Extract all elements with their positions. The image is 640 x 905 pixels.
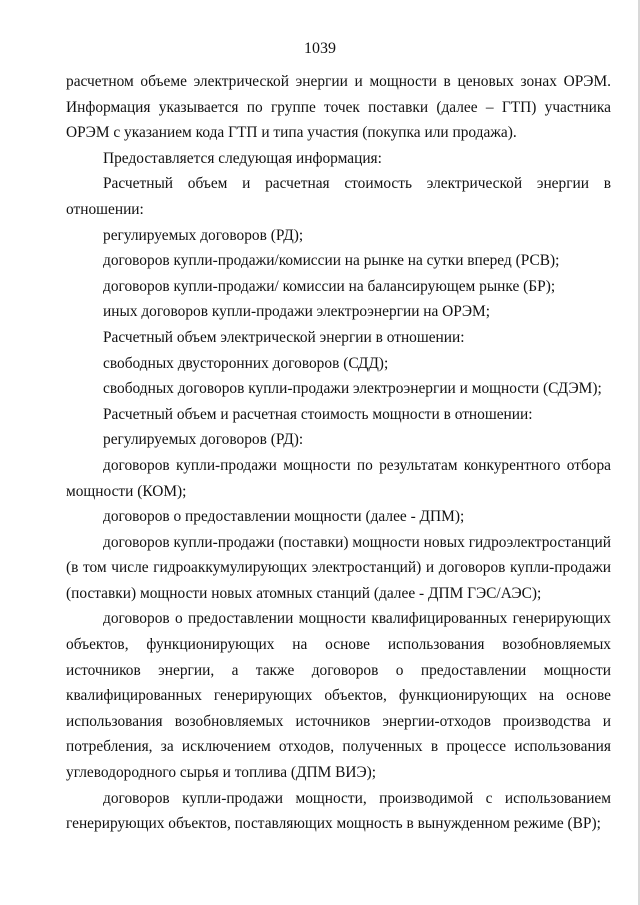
list-item: договоров о предоставлении мощности квалифицированных генерирующих объектов, функционирующих на основе использования возобновляемых источников энергии, а также договоров о предоставлении мощности квалифицированных генерирующих объектов, функционирующих на основе использования возобновляемых источников энергии-отходов производства и потребления, за исключением отходов, полученных в процессе использования углеводородного сырья и топлива (ДПМ ВИЭ); [66,610,611,782]
list-item: договоров купли-продажи/ комиссии на балансирующем рынке (БР); [103,277,556,295]
paragraph: расчетном объеме электрической энергии и мощности в ценовых зонах ОРЭМ. Информация указывается по группе точек поставки (далее – ГТП) участника ОРЭМ с указанием кода ГТП и типа участия (покупка или продажа). [66,73,611,142]
paragraph: Расчетный объем электрической энергии в отношении: [103,328,465,346]
list-item: договоров купли-продажи/комиссии на рынке на сутки вперед (РСВ); [103,252,560,270]
list-item: регулируемых договоров (РД); [103,226,304,244]
paragraph: Расчетный объем и расчетная стоимость электрической энергии в отношении: [66,175,611,218]
list-item: иных договоров купли-продажи электроэнергии на ОРЭМ; [103,303,490,321]
document-body [66,69,611,837]
paragraph: Предоставляется следующая информация: [103,149,382,167]
list-item: регулируемых договоров (РД): [103,431,304,449]
list-item: договоров купли-продажи (поставки) мощности новых гидроэлектростанций (в том числе гидроаккумулирующих электростанций) и договоров купли-продажи (поставки) мощности новых атомных станций (далее - ДПМ ГЭС/АЭС); [66,533,611,602]
list-item: свободных двусторонних договоров (СДД); [103,354,389,372]
paragraph: Расчетный объем и расчетная стоимость мощности в отношении: [103,405,533,423]
list-item: договоров купли-продажи мощности, производимой с использованием генерирующих объектов, поставляющих мощность в вынужденном режиме (ВР); [66,789,611,833]
page-number: 1039 [304,40,336,57]
list-item: свободных договоров купли-продажи электроэнергии и мощности (СДЭМ); [103,380,602,398]
list-item: договоров о предоставлении мощности (далее - ДПМ); [103,508,465,526]
list-item: договоров купли-продажи мощности по результатам конкурентного отбора мощности (КОМ); [66,456,611,500]
